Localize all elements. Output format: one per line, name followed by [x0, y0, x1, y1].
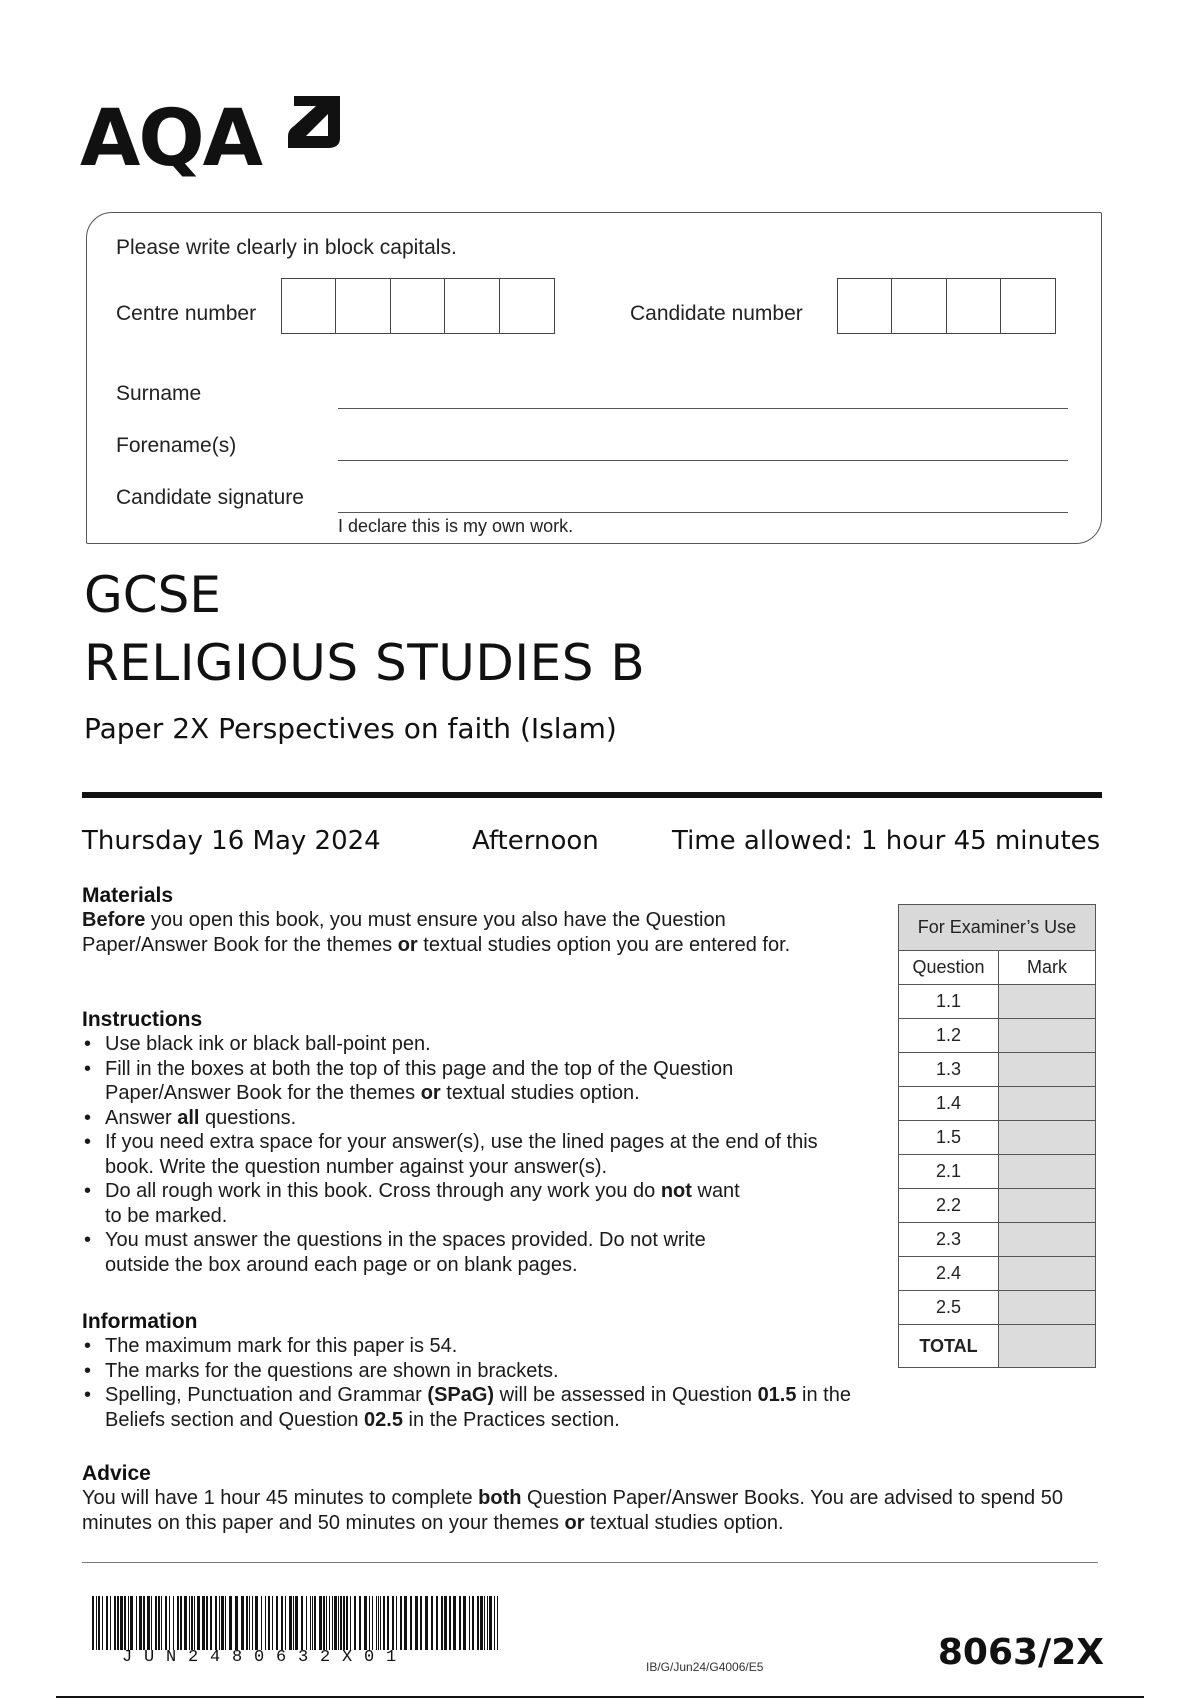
exam-date: Thursday 16 May 2024 — [82, 826, 381, 856]
question-number: 2.2 — [899, 1189, 999, 1223]
page-bottom-rule — [56, 1696, 1144, 1698]
mark-cell[interactable] — [999, 1121, 1096, 1155]
declaration-text: I declare this is my own work. — [338, 516, 574, 536]
materials-heading: Materials — [82, 884, 174, 907]
mark-cell[interactable] — [999, 1257, 1096, 1291]
total-label: TOTAL — [899, 1325, 999, 1368]
candidate-number-label: Candidate number — [630, 302, 803, 325]
mark-cell[interactable] — [999, 1155, 1096, 1189]
centre-number-cell[interactable] — [335, 278, 391, 334]
mark-cell[interactable] — [999, 1189, 1096, 1223]
question-column-header: Question — [899, 951, 999, 985]
information-item: • The maximum mark for this paper is 54. — [82, 1334, 872, 1359]
paper-code: 8063/2X — [937, 1632, 1104, 1673]
information-heading: Information — [82, 1310, 198, 1333]
information-item: • Spelling, Punctuation and Grammar (SPaG) will be assessed in Question 01.5 in the Beliefs section and Question 02.5 in the Practices section. — [82, 1383, 872, 1432]
mark-cell[interactable] — [999, 1053, 1096, 1087]
centre-number-boxes[interactable] — [282, 278, 555, 334]
paper-reference: IB/G/Jun24/G4006/E5 — [646, 1660, 764, 1674]
candidate-number-cell[interactable] — [946, 278, 1002, 334]
block-capitals-instruction: Please write clearly in block capitals. — [116, 236, 457, 259]
aqa-logo-text: AQA — [80, 94, 262, 184]
surname-line[interactable] — [338, 408, 1068, 409]
signature-line[interactable] — [338, 512, 1068, 513]
centre-number-cell[interactable] — [281, 278, 337, 334]
instruction-item: • Use black ink or black ball-point pen. — [82, 1032, 842, 1057]
mark-cell[interactable] — [999, 985, 1096, 1019]
question-number: 2.3 — [899, 1223, 999, 1257]
mark-cell[interactable] — [999, 1223, 1096, 1257]
materials-section — [82, 884, 842, 957]
instructions-heading: Instructions — [82, 1008, 203, 1031]
footer-divider — [82, 1562, 1098, 1563]
total-mark-cell[interactable] — [999, 1325, 1096, 1368]
barcode-text: JUN2480632X01 — [122, 1648, 409, 1667]
candidate-number-cell[interactable] — [837, 278, 893, 334]
candidate-number-cell[interactable] — [891, 278, 947, 334]
instruction-item: • Do all rough work in this book. Cross through any work you do not want to be marked. — [82, 1179, 842, 1228]
question-number: 2.1 — [899, 1155, 999, 1189]
information-section — [82, 1310, 872, 1432]
qualification-title: GCSE — [84, 566, 221, 624]
time-allowed: Time allowed: 1 hour 45 minutes — [672, 826, 1101, 856]
subject-title: RELIGIOUS STUDIES B — [84, 634, 646, 692]
barcode-icon — [92, 1596, 502, 1650]
centre-number-cell[interactable] — [444, 278, 500, 334]
question-number: 1.1 — [899, 985, 999, 1019]
mark-cell[interactable] — [999, 1291, 1096, 1325]
information-item: • The marks for the questions are shown in brackets. — [82, 1359, 872, 1384]
title-divider — [82, 792, 1102, 798]
instruction-item: • If you need extra space for your answer(s), use the lined pages at the end of this book. Write the question number against your answer(s). — [82, 1130, 842, 1179]
signature-label: Candidate signature — [116, 486, 304, 509]
question-number: 1.5 — [899, 1121, 999, 1155]
examiner-use-table — [898, 904, 1096, 1368]
examiner-table-title: For Examiner’s Use — [899, 905, 1096, 951]
instruction-item: • You must answer the questions in the spaces provided. Do not write outside the box around each page or on blank pages. — [82, 1228, 842, 1277]
instructions-section — [82, 1008, 842, 1277]
aqa-logo-icon — [284, 92, 344, 154]
exam-session: Afternoon — [472, 826, 599, 856]
instruction-item: • Fill in the boxes at both the top of this page and the top of the Question Paper/Answer Book for the themes or textual studies option. — [82, 1057, 842, 1106]
advice-section — [82, 1462, 1102, 1535]
materials-text: Before you open this book, you must ensure you also have the Question Paper/Answer Book for the themes or textual studies option you are entered for. — [82, 909, 791, 956]
forenames-label: Forename(s) — [116, 434, 237, 457]
advice-heading: Advice — [82, 1462, 151, 1485]
question-number: 1.2 — [899, 1019, 999, 1053]
question-number: 2.4 — [899, 1257, 999, 1291]
surname-label: Surname — [116, 382, 202, 405]
centre-number-cell[interactable] — [390, 278, 446, 334]
mark-column-header: Mark — [999, 951, 1096, 985]
mark-cell[interactable] — [999, 1019, 1096, 1053]
centre-number-label: Centre number — [116, 302, 257, 325]
mark-cell[interactable] — [999, 1087, 1096, 1121]
question-number: 2.5 — [899, 1291, 999, 1325]
advice-text: You will have 1 hour 45 minutes to complete both Question Paper/Answer Books. You are advised to spend 50 minutes on this paper and 50 minutes on your themes or textual studies option. — [82, 1487, 1063, 1534]
instruction-item: • Answer all questions. — [82, 1106, 842, 1131]
candidate-number-cell[interactable] — [1000, 278, 1056, 334]
question-number: 1.4 — [899, 1087, 999, 1121]
question-number: 1.3 — [899, 1053, 999, 1087]
candidate-number-boxes[interactable] — [838, 278, 1056, 334]
centre-number-cell[interactable] — [499, 278, 555, 334]
forenames-line[interactable] — [338, 460, 1068, 461]
paper-title: Paper 2X Perspectives on faith (Islam) — [84, 712, 617, 745]
